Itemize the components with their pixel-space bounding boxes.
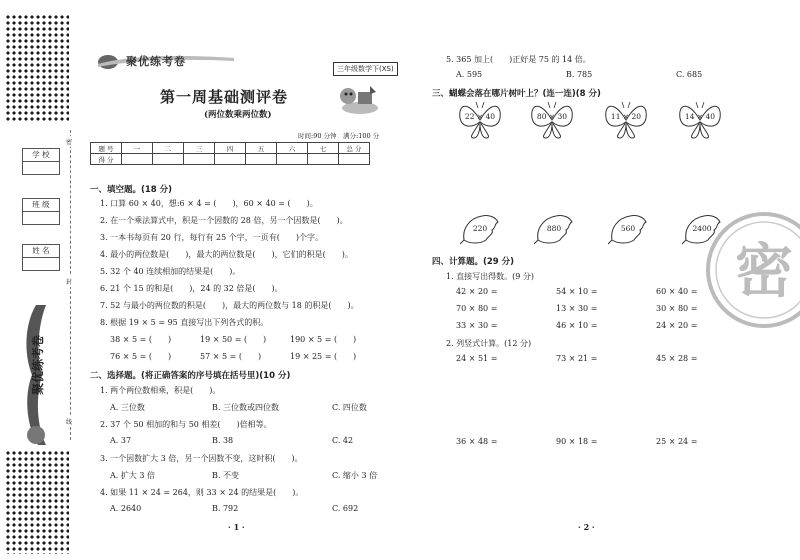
choice-question-4: 4. 如果 11 × 24 = 264，则 33 × 24 的结果是( )。 (100, 488, 304, 497)
calc-item: 46 × 10 = (556, 321, 598, 330)
score-cell: 二 (153, 143, 184, 154)
calc-item: 42 × 20 = (456, 287, 498, 296)
cut-mark-feng: 封 (66, 276, 72, 287)
butterfly-expression: 11 × 20 (610, 112, 642, 121)
fill-question-5: 5. 32 个 40 连续相加的结果是( )。 (100, 267, 241, 276)
sub-question: 57 × 5 = ( ) (200, 352, 262, 361)
fill-question-2: 2. 在一个乘法算式中，积是一个因数的 28 倍，另一个因数是( )。 (100, 216, 348, 225)
score-input-cell[interactable] (308, 154, 339, 165)
choice-option[interactable]: A. 2640 (110, 504, 142, 513)
choice-option[interactable]: A. 595 (456, 70, 483, 79)
brand-logo (96, 52, 236, 70)
score-table-score-row[interactable] (91, 154, 370, 165)
score-cell: 一 (122, 143, 153, 154)
part1-title: 1. 直接写出得数。(9 分) (446, 272, 535, 281)
score-input-cell[interactable] (153, 154, 184, 165)
score-input-cell[interactable] (215, 154, 246, 165)
choice-option[interactable]: C. 685 (676, 70, 703, 79)
calc-item: 33 × 30 = (456, 321, 498, 330)
fill-question-6: 6. 21 个 15 的和是( )，24 的 32 倍是( )。 (100, 284, 283, 293)
grade-tag: 三年级数学下(XS) (333, 62, 398, 76)
part2-title: 2. 列竖式计算。(12 分) (446, 339, 532, 348)
school-input[interactable] (22, 161, 60, 175)
choice-option[interactable]: B. 792 (212, 504, 239, 513)
name-field[interactable] (22, 244, 60, 271)
score-cell: 四 (215, 143, 246, 154)
section3-title: 三、蝴蝶会落在哪片树叶上？(连一连)(8 分) (432, 89, 601, 99)
cut-mark-mi: 密 (66, 136, 72, 147)
sub-question: 76 × 5 = ( ) (110, 352, 172, 361)
stamp-seal-icon (702, 205, 800, 335)
choice-option[interactable]: A. 37 (110, 436, 132, 445)
score-cell: 总 分 (339, 143, 370, 154)
choice-option[interactable]: C. 42 (332, 436, 354, 445)
binding-strip (0, 0, 80, 560)
score-table-header-row (91, 143, 370, 154)
leaf-2[interactable] (534, 212, 574, 246)
choice-option[interactable]: A. 扩大 3 倍 (110, 471, 156, 480)
exam-meta: 时间:90 分钟 满分:100 分 (298, 132, 380, 140)
choice-question-2: 2. 37 个 50 相加的和与 50 相差( )倍相等。 (100, 420, 272, 429)
choice-option[interactable]: B. 三位数或四位数 (212, 403, 279, 412)
choice-option[interactable]: A. 三位数 (110, 403, 145, 412)
butterfly-4[interactable] (678, 98, 722, 142)
fill-question-8: 8. 根据 19 × 5 = 95 直接写出下列各式的积。 (100, 318, 269, 327)
vertical-calc-item: 25 × 24 = (656, 437, 698, 446)
sub-question: 38 × 5 = ( ) (110, 335, 172, 344)
sub-question: 19 × 50 = ( ) (200, 335, 267, 344)
score-input-cell[interactable] (184, 154, 215, 165)
leaf-value: 2400 (692, 224, 712, 233)
butterfly-1[interactable] (458, 98, 502, 142)
page-subtitle: (两位数乘两位数) (204, 110, 272, 120)
vertical-brand-text: 聚优练考卷 (31, 335, 45, 396)
page-number-2: · 2 · (578, 522, 595, 532)
section2-title: 二、选择题。(将正确答案的序号填在括号里)(10 分) (90, 371, 291, 381)
vertical-calc-item: 24 × 51 = (456, 354, 498, 363)
sub-question: 190 × 5 = ( ) (290, 335, 357, 344)
score-cell: 六 (277, 143, 308, 154)
score-table (90, 142, 370, 165)
choice-option[interactable]: C. 四位数 (332, 403, 367, 412)
leaf-1[interactable] (460, 212, 500, 246)
leaf-value: 880 (546, 224, 562, 233)
butterfly-expression: 22 × 40 (464, 112, 496, 121)
choice-question-1: 1. 两个两位数相乘，积是( )。 (100, 386, 221, 395)
name-label: 姓 名 (22, 244, 60, 257)
vertical-calc-item: 45 × 28 = (656, 354, 698, 363)
score-cell: 五 (246, 143, 277, 154)
dot-pattern-bottom (5, 450, 69, 554)
butterfly-3[interactable] (604, 98, 648, 142)
vertical-calc-item: 90 × 18 = (556, 437, 598, 446)
cut-mark-xian: 线 (66, 416, 72, 427)
score-input-cell[interactable] (122, 154, 153, 165)
page-title: 第一周基础测评卷 (160, 88, 289, 106)
school-label: 学 校 (22, 148, 60, 161)
sub-question: 19 × 25 = ( ) (290, 352, 357, 361)
fill-question-3: 3. 一本书每页有 20 行，每行有 25 个字，一页有( )个字。 (100, 233, 323, 242)
fill-question-4: 4. 最小的两位数是( )，最大的两位数是( )，它们的积是( )。 (100, 250, 353, 259)
vertical-brand-logo (16, 295, 56, 455)
vertical-calc-item: 73 × 21 = (556, 354, 598, 363)
choice-option[interactable]: C. 692 (332, 504, 359, 513)
class-label: 班 级 (22, 198, 60, 211)
calc-item: 13 × 30 = (556, 304, 598, 313)
choice-option[interactable]: B. 785 (566, 70, 593, 79)
leaf-value: 560 (620, 224, 636, 233)
name-input[interactable] (22, 257, 60, 271)
score-cell: 三 (184, 143, 215, 154)
section1-title: 一、填空题。(18 分) (90, 185, 173, 195)
secret-stamp (702, 205, 800, 335)
cartoon-illustration-icon (330, 82, 380, 116)
dot-pattern-top (5, 14, 69, 122)
school-field[interactable] (22, 148, 60, 175)
choice-question-3: 3. 一个因数扩大 3 倍，另一个因数不变，这时积( )。 (100, 454, 303, 463)
score-input-cell[interactable] (246, 154, 277, 165)
fill-question-7: 7. 52 与最小的两位数的积是( )，最大的两位数与 18 的积是( )。 (100, 301, 359, 310)
vertical-calc-item: 36 × 48 = (456, 437, 498, 446)
butterfly-2[interactable] (530, 98, 574, 142)
calc-item: 70 × 80 = (456, 304, 498, 313)
choice-question-5: 5. 365 加上( )正好是 75 的 14 倍。 (446, 55, 591, 64)
brand-name: 聚优练考卷 (126, 55, 186, 68)
score-cell: 题 号 (91, 143, 122, 154)
calc-item: 24 × 20 = (656, 321, 698, 330)
class-field[interactable] (22, 198, 60, 225)
fill-question-1: 1. 口算 60 × 40，想:6 × 4 = ( )，60 × 40 = ( )。 (100, 199, 318, 208)
score-cell: 七 (308, 143, 339, 154)
score-input-cell[interactable] (277, 154, 308, 165)
stamp-text: 密 (734, 237, 794, 305)
score-cell: 得 分 (91, 154, 122, 165)
page-number-1: · 1 · (228, 522, 245, 532)
leaf-value: 220 (472, 224, 488, 233)
butterfly-expression: 80 × 30 (536, 112, 568, 121)
calc-item: 60 × 40 = (656, 287, 698, 296)
choice-option[interactable]: B. 不变 (212, 471, 239, 480)
class-input[interactable] (22, 211, 60, 225)
section4-title: 四、计算题。(29 分) (432, 257, 515, 267)
choice-option[interactable]: B. 38 (212, 436, 234, 445)
calc-item: 54 × 10 = (556, 287, 598, 296)
butterfly-expression: 14 × 40 (684, 112, 716, 121)
score-input-cell[interactable] (339, 154, 370, 165)
choice-option[interactable]: C. 缩小 3 倍 (332, 471, 378, 480)
calc-item: 30 × 80 = (656, 304, 698, 313)
leaf-3[interactable] (608, 212, 648, 246)
